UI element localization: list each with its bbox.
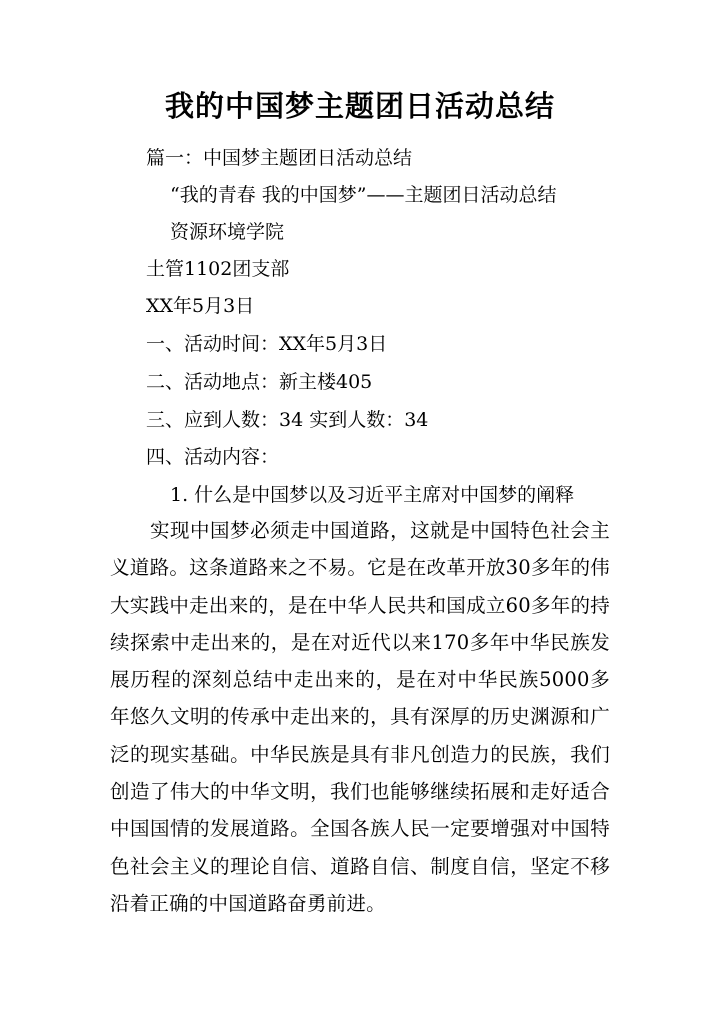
event-content-heading: 四、活动内容： — [146, 446, 280, 468]
document-date: XX年5月3日 — [146, 295, 255, 317]
college-name: 资源环境学院 — [170, 221, 285, 243]
event-location: 二、活动地点：新主楼405 — [146, 371, 373, 393]
branch-name: 土管1102团支部 — [146, 258, 290, 280]
event-title: “我的青春 我的中国梦”——主题团日活动总结 — [170, 184, 557, 206]
attendance: 三、应到人数：34 实到人数：34 — [146, 409, 429, 431]
subsection-heading: 1. 什么是中国梦以及习近平主席对中国梦的阐释 — [170, 484, 575, 506]
body-paragraph: 实现中国梦必须走中国道路，这就是中国特色社会主义道路。这条道路来之不易。它是在改革开放30多年的伟大实践中走出来的，是在中华人民共和国成立60多年的持续探索中走出来的，是在对近代以来170多年中华民族发展历程的深刻总结中走出来的，是在对中华民族5000多年悠久文明的传承中走出来的，具有深厚的历史渊源和广泛的现实基础。中华民族是具有非凡创造力的民族，我们创造了伟大的中华文明，我们也能够继续拓展和走好适合中国国情的发展道路。全国各族人民一定要增强对中国特色社会主义的理论自信、道路自信、制度自信，坚定不移沿着正确的中国道路奋勇前进。 — [110, 519, 610, 915]
document-title: 我的中国梦主题团日活动总结 — [164, 89, 555, 123]
section-heading: 篇一：中国梦主题团日活动总结 — [146, 147, 413, 169]
event-time: 一、活动时间：XX年5月3日 — [146, 333, 388, 355]
